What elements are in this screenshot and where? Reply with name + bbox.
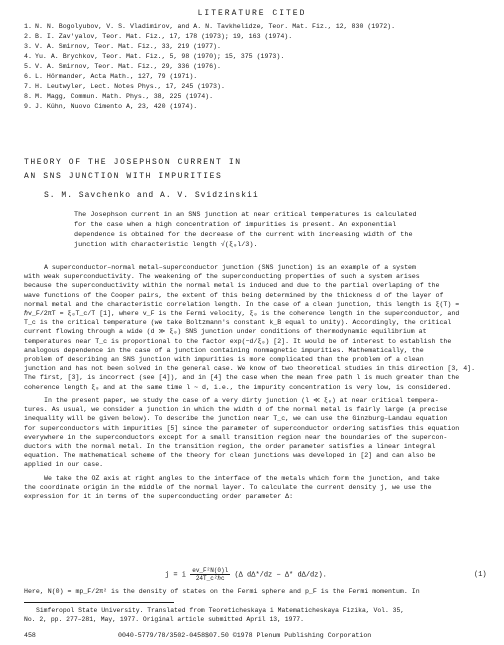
reference-text: J. Kühn, Nuovo Cimento A, 23, 420 (1974). (35, 103, 198, 110)
text-line: temperatures near T_c is proportional to the factor exp(−d/ξ₀) [2]. It would be of interest to establish the (24, 337, 452, 345)
text-line: everywhere in the superconductors except for a small transition region near the boundaries of the supercon- (24, 433, 448, 441)
reference-text: H. Leutwyler, Lect. Notes Phys., 17, 245 (1973). (35, 83, 225, 90)
copyright-line: 0040-5779/78/3502-0458$07.50 ©1978 Plenum Publishing Corporation (118, 632, 372, 639)
reference-number: 9. (24, 103, 32, 110)
text-line: applied in our case. (24, 461, 104, 469)
paragraph-2 (24, 396, 484, 470)
paragraph-3 (24, 474, 484, 502)
equation-lhs: j = i (165, 571, 187, 580)
reference-item (24, 32, 484, 42)
text-line: junction and has not been solved in the general case. We know of two theoretical studies in this direction [3, 4]. (24, 365, 476, 373)
text-line: wave functions of the Cooper pairs, the extent of this being determined by the thickness d of the layer of (24, 291, 444, 299)
text-line: the coordinate origin in the middle of the normal layer. To calculate the current density j, we use the (24, 484, 432, 492)
text-line: tures. As usual, we consider a junction in which the width d of the normal metal is fairly large (a precise (24, 406, 448, 414)
reference-text: V. A. Smirnov, Teor. Mat. Fiz., 29, 336 (1976). (35, 63, 221, 70)
equation-expression (165, 567, 327, 582)
abstract-line: The Josephson current in an SNS junction at near critical temperatures is calculated (74, 211, 417, 219)
reference-number: 7. (24, 83, 32, 90)
fraction-denominator: 24T_c²ℏc (195, 575, 225, 582)
reference-item (24, 42, 484, 52)
reference-text: M. Magg, Commun. Math. Phys., 38, 225 (1974). (35, 93, 214, 100)
reference-item (24, 92, 484, 102)
text-line: for superconductors with impurities [5] since the parameter of superconductor ordering satisfies this equation (24, 424, 460, 432)
reference-number: 6. (24, 73, 32, 80)
article-title-line-2: AN SNS JUNCTION WITH IMPURITIES (24, 172, 223, 181)
equation-bracket: (Δ dΔ*/dz − Δ* dΔ/dz). (234, 571, 327, 580)
reference-number: 2. (24, 33, 32, 40)
reference-item (24, 72, 484, 82)
text-line: analogous dependence in the case of a junction containing nonmagnetic impurities. Mathematically, the (24, 346, 424, 354)
abstract (74, 210, 434, 250)
text-line: We take the OZ axis at right angles to the interface of the metals which form the junction, and take (44, 475, 440, 482)
reference-item (24, 102, 484, 112)
reference-item (24, 22, 484, 32)
reference-number: 3. (24, 43, 32, 50)
reference-number: 5. (24, 63, 32, 70)
footnote-divider (24, 602, 174, 603)
text-line: ℏv_F/2πT = ξ₀T_c/T [1], where v_F is the Fermi velocity, ξ₀ is the coherence length in the superconductor, and (24, 310, 460, 318)
text-line: current flowing through a wide (d ≫ ξ₀) SNS junction under conditions of thermodynamic equilibrium at (24, 328, 427, 336)
text-line: A superconductor–normal metal–superconductor junction (SNS junction) is an example of a system (44, 264, 416, 271)
text-line: ductors with the normal metal. In the transition region, the order parameter satisfies a linear integral (24, 443, 436, 451)
paragraph-1 (24, 263, 484, 392)
reference-number: 8. (24, 93, 32, 100)
text-line: because the superconductivity within the normal metal is induced and due to the partial overlaping of the (24, 282, 440, 290)
page-number: 458 (24, 632, 36, 639)
reference-text: L. Hörmander, Acta Math., 127, 79 (1971). (35, 73, 198, 80)
footnote (24, 606, 405, 624)
text-line: The first, [3], is incorrect (see [4]), and in [4] the case when the mean free path l is much greater than the (24, 374, 460, 382)
reference-number: 4. (24, 53, 32, 60)
article-authors: S. M. Savchenko and A. V. Svidzinskii (44, 191, 259, 200)
text-line: In the present paper, we study the case of a very dirty junction (l ≪ ξ₀) at near critical tempera- (44, 397, 439, 404)
literature-cited-heading: LITERATURE CITED (197, 9, 307, 18)
abstract-line: for the case when a high concentration of impurities is present. An exponential (74, 221, 397, 229)
equation-number: (1) (474, 571, 487, 579)
text-line: normal metal and the characteristic correlation length. In the case of a clean junction, this length is ξ(T) = (24, 300, 460, 308)
text-line: inequality will be given below). To describe the junction near T_c, we can use the Ginzburg–Landau equation (24, 415, 448, 423)
fraction-numerator: ev_F²N(0)l (192, 567, 229, 574)
text-line: expression for it in terms of the superconducting order parameter Δ: (24, 493, 294, 501)
footnote-line: Simferopol State University. Translated from Teoreticheskaya i Matematicheskaya Fizika, Vol. 35, (36, 607, 405, 614)
text-line: with weak superconductivity. The weakening of the superconducting properties of such a system arises (24, 273, 420, 281)
reference-item (24, 52, 484, 62)
equation-1 (0, 563, 504, 585)
reference-text: V. A. Smirnov, Teor. Mat. Fiz., 33, 219 (1977). (35, 43, 221, 50)
reference-item (24, 62, 484, 72)
equation-fraction (190, 567, 230, 582)
text-after-equation: Here, N(0) = mp_F/2π² is the density of states on the Fermi sphere and p_F is the Fermi momentum. In (24, 588, 420, 595)
text-line: equation. The mathematical scheme of the theory for clean junctions was developed in [2] and can also be (24, 452, 436, 460)
text-line: T_c is the critical temperature (we take Boltzmann's constant k_B equal to unity). Accordingly, the critical (24, 319, 452, 327)
reference-number: 1. (24, 23, 32, 30)
reference-item (24, 82, 484, 92)
reference-text: B. I. Zav'yalov, Teor. Mat. Fiz., 17, 178 (1973); 19, 163 (1974). (35, 33, 293, 40)
reference-text: N. N. Bogolyubov, V. S. Vladimirov, and A. N. Tavkhelidze, Teor. Mat. Fiz., 12, 830 (1972). (35, 23, 396, 30)
footnote-line: No. 2, pp. 277–281, May, 1977. Original article submitted April 13, 1977. (24, 616, 304, 623)
reference-text: Yu. A. Brychkov, Teor. Mat. Fiz., 5, 98 (1970); 15, 375 (1973). (35, 53, 285, 60)
text-line: coherence length ξ₀ and at the same time l ~ d, i.e., the impurity concentration is very low, is considered. (24, 383, 452, 391)
abstract-line: junction with characteristic length √(ξ₀l/3). (74, 241, 258, 249)
abstract-line: dependence is obtained for the decrease of the current with increasing width of the (74, 231, 413, 239)
article-title-line-1: THEORY OF THE JOSEPHSON CURRENT IN (24, 158, 242, 167)
text-line: problem of describing an SNS junction with impurities is more complicated than the problem of a clean (24, 356, 424, 364)
reference-list (24, 22, 484, 112)
